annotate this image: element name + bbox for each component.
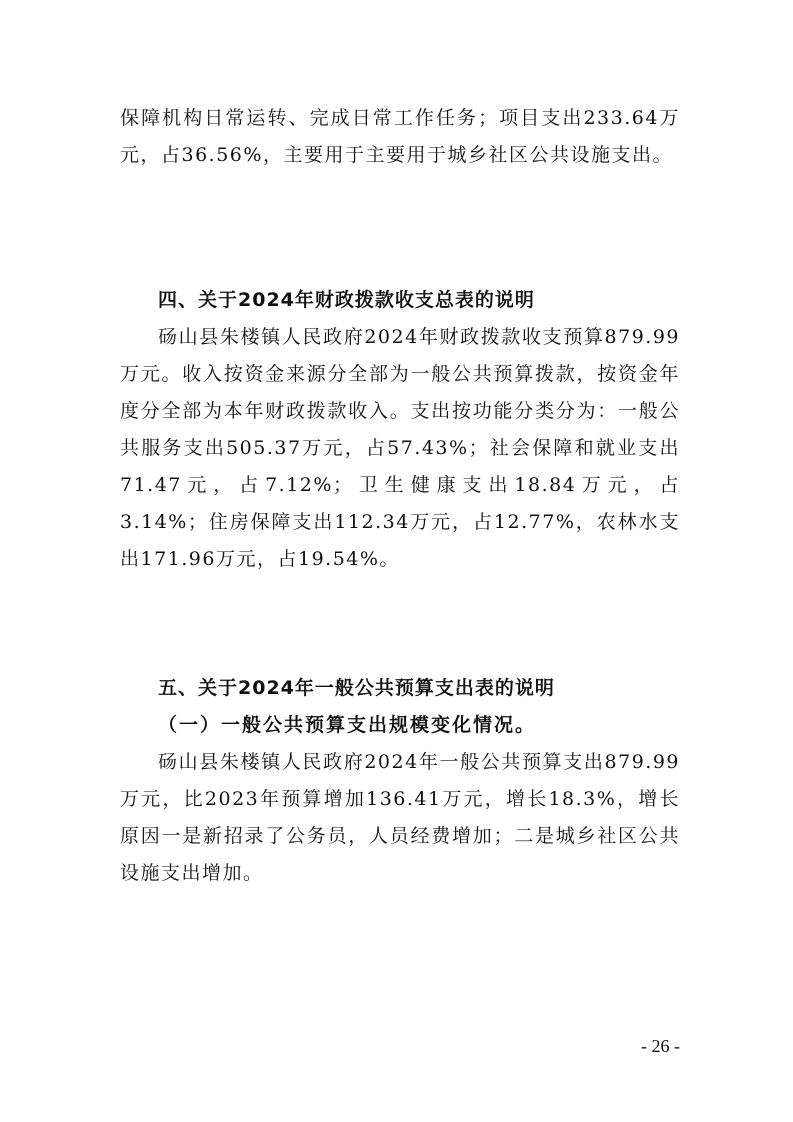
page-number: - 26 -	[641, 1036, 680, 1056]
section-5-subheading: （一）一般公共预算支出规模变化情况。	[158, 714, 537, 736]
section-4-heading: 四、关于2024年财政拨款收支总表的说明	[158, 289, 535, 311]
section-5-heading: 五、关于2024年一般公共预算支出表的说明	[158, 677, 555, 699]
continuation-paragraph: 保障机构日常运转、完成日常工作任务；项目支出233.64万元，占36.56%，主要用于主要用于城乡社区公共设施支出。	[120, 107, 680, 166]
section-4-paragraph: 砀山县朱楼镇人民政府2024年财政拨款收支预算879.99万元。收入按资金来源分全部为一般公共预算拨款，按资金年度分全部为本年财政拨款收入。支出按功能分类分为：一般公共服务支出505.37万元，占57.43%；社会保障和就业支出71.47元，占7.12%；卫生健康支出18.84万元，占3.14%；住房保障支出112.34万元，占12.77%，农林水支出171.96万元，占19.54%。	[120, 326, 680, 570]
section-5-paragraph: 砀山县朱楼镇人民政府2024年一般公共预算支出879.99万元，比2023年预算增加136.41万元，增长18.3%，增长原因一是新招录了公务员，人员经费增加；二是城乡社区公共设施支出增加。	[120, 751, 680, 884]
